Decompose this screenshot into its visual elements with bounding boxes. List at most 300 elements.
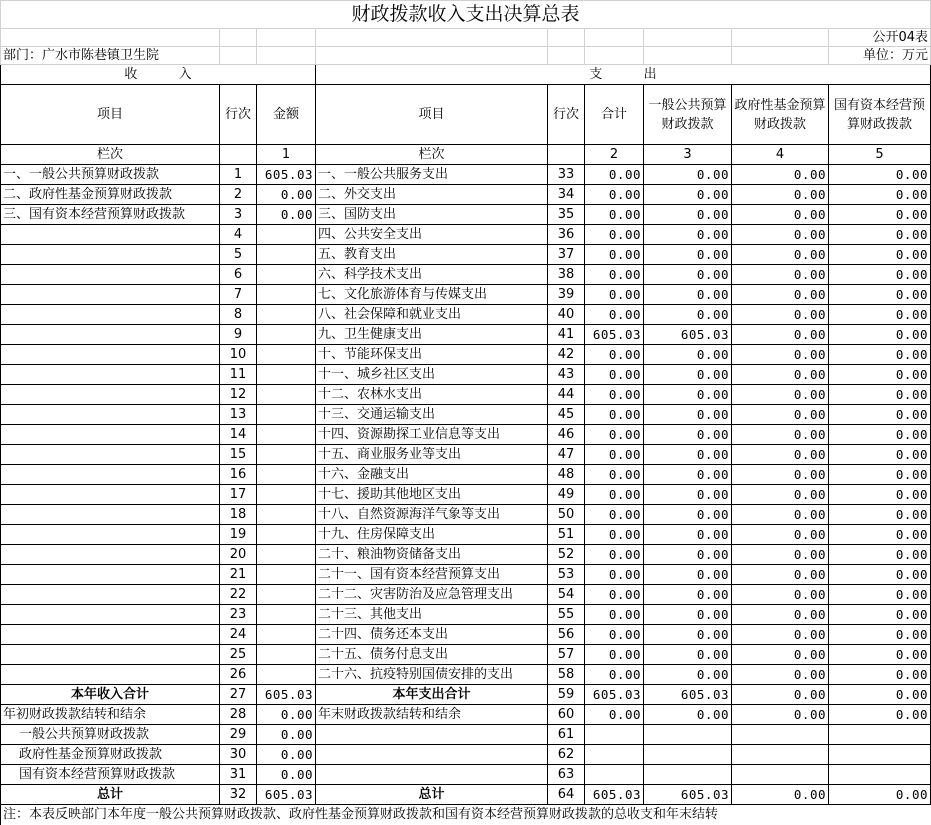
expense-item: 八、社会保障和就业支出 bbox=[316, 305, 548, 325]
expense-total: 0.00 bbox=[585, 585, 644, 605]
expense-line: 55 bbox=[548, 605, 585, 625]
income-amount bbox=[257, 405, 316, 425]
income-section-header: 收 入 bbox=[1, 65, 316, 85]
expense-state bbox=[829, 745, 931, 765]
income-item bbox=[1, 285, 220, 305]
expense-fund: 0.00 bbox=[732, 405, 829, 425]
income-item: 总计 bbox=[1, 785, 220, 805]
income-item: 一般公共预算财政拨款 bbox=[1, 725, 220, 745]
expense-fund: 0.00 bbox=[732, 385, 829, 405]
expense-fund: 0.00 bbox=[732, 705, 829, 725]
expense-total: 0.00 bbox=[585, 345, 644, 365]
income-item: 政府性基金预算财政拨款 bbox=[1, 745, 220, 765]
income-item bbox=[1, 265, 220, 285]
income-amount bbox=[257, 505, 316, 525]
expense-state: 0.00 bbox=[829, 605, 931, 625]
expense-line: 42 bbox=[548, 345, 585, 365]
income-item bbox=[1, 225, 220, 245]
expense-general: 0.00 bbox=[644, 245, 732, 265]
expense-total: 0.00 bbox=[585, 205, 644, 225]
income-line: 11 bbox=[220, 365, 257, 385]
income-line: 20 bbox=[220, 545, 257, 565]
expense-general: 0.00 bbox=[644, 465, 732, 485]
expense-line: 35 bbox=[548, 205, 585, 225]
income-line: 1 bbox=[220, 165, 257, 185]
expense-item: 四、公共安全支出 bbox=[316, 225, 548, 245]
expense-fund: 0.00 bbox=[732, 245, 829, 265]
expense-line: 56 bbox=[548, 625, 585, 645]
expense-item: 九、卫生健康支出 bbox=[316, 325, 548, 345]
expense-state: 0.00 bbox=[829, 565, 931, 585]
expense-total: 0.00 bbox=[585, 565, 644, 585]
table-row bbox=[1, 485, 931, 505]
expense-item: 三、国防支出 bbox=[316, 205, 548, 225]
expense-total bbox=[585, 765, 644, 785]
expense-line: 54 bbox=[548, 585, 585, 605]
income-line: 10 bbox=[220, 345, 257, 365]
expense-fund: 0.00 bbox=[732, 625, 829, 645]
expense-line: 51 bbox=[548, 525, 585, 545]
income-line: 28 bbox=[220, 705, 257, 725]
expense-item: 十、节能环保支出 bbox=[316, 345, 548, 365]
income-item: 年初财政拨款结转和结余 bbox=[1, 705, 220, 725]
expense-fund: 0.00 bbox=[732, 645, 829, 665]
expense-line: 52 bbox=[548, 545, 585, 565]
income-item bbox=[1, 345, 220, 365]
col-header-general: 一般公共预算财政拨款 bbox=[644, 85, 732, 145]
table-row bbox=[1, 325, 931, 345]
expense-fund: 0.00 bbox=[732, 685, 829, 705]
income-amount bbox=[257, 585, 316, 605]
expense-line: 44 bbox=[548, 385, 585, 405]
expense-fund: 0.00 bbox=[732, 265, 829, 285]
expense-general bbox=[644, 745, 732, 765]
income-item bbox=[1, 445, 220, 465]
expense-item: 二十六、抗疫特别国债安排的支出 bbox=[316, 665, 548, 685]
expense-general: 0.00 bbox=[644, 585, 732, 605]
expense-general: 0.00 bbox=[644, 665, 732, 685]
income-amount bbox=[257, 545, 316, 565]
expense-item: 一、一般公共服务支出 bbox=[316, 165, 548, 185]
income-item bbox=[1, 405, 220, 425]
expense-general: 0.00 bbox=[644, 485, 732, 505]
expense-line: 62 bbox=[548, 745, 585, 765]
expense-total: 0.00 bbox=[585, 545, 644, 565]
income-line: 7 bbox=[220, 285, 257, 305]
income-item bbox=[1, 665, 220, 685]
expense-general: 0.00 bbox=[644, 405, 732, 425]
income-amount bbox=[257, 645, 316, 665]
table-row bbox=[1, 165, 931, 185]
expense-state: 0.00 bbox=[829, 525, 931, 545]
expense-state: 0.00 bbox=[829, 225, 931, 245]
income-amount bbox=[257, 285, 316, 305]
income-line: 4 bbox=[220, 225, 257, 245]
expense-total: 0.00 bbox=[585, 525, 644, 545]
expense-total: 605.03 bbox=[585, 785, 644, 805]
expense-fund: 0.00 bbox=[732, 185, 829, 205]
expense-item: 二十二、灾害防治及应急管理支出 bbox=[316, 585, 548, 605]
expense-state: 0.00 bbox=[829, 185, 931, 205]
table-row bbox=[1, 425, 931, 445]
table-row bbox=[1, 385, 931, 405]
expense-fund: 0.00 bbox=[732, 465, 829, 485]
income-item bbox=[1, 605, 220, 625]
income-line: 21 bbox=[220, 565, 257, 585]
expense-general: 0.00 bbox=[644, 425, 732, 445]
income-line: 31 bbox=[220, 765, 257, 785]
expense-line: 50 bbox=[548, 505, 585, 525]
expense-general: 0.00 bbox=[644, 705, 732, 725]
income-amount: 0.00 bbox=[257, 185, 316, 205]
income-line: 24 bbox=[220, 625, 257, 645]
income-amount bbox=[257, 325, 316, 345]
income-amount bbox=[257, 365, 316, 385]
income-amount bbox=[257, 565, 316, 585]
table-row bbox=[1, 605, 931, 625]
expense-total: 605.03 bbox=[585, 685, 644, 705]
expense-section-header: 支 出 bbox=[316, 65, 931, 85]
income-item bbox=[1, 385, 220, 405]
expense-line: 43 bbox=[548, 365, 585, 385]
expense-total bbox=[585, 725, 644, 745]
grand-total-row bbox=[1, 785, 931, 805]
expense-item: 总计 bbox=[316, 785, 548, 805]
income-line: 8 bbox=[220, 305, 257, 325]
income-item: 二、政府性基金预算财政拨款 bbox=[1, 185, 220, 205]
expense-item: 十三、交通运输支出 bbox=[316, 405, 548, 425]
expense-item: 十五、商业服务业等支出 bbox=[316, 445, 548, 465]
income-item: 三、国有资本经营预算财政拨款 bbox=[1, 205, 220, 225]
expense-state: 0.00 bbox=[829, 385, 931, 405]
income-item bbox=[1, 625, 220, 645]
expense-line: 59 bbox=[548, 685, 585, 705]
income-item bbox=[1, 645, 220, 665]
income-amount: 0.00 bbox=[257, 725, 316, 745]
table-row bbox=[1, 185, 931, 205]
expense-total: 0.00 bbox=[585, 245, 644, 265]
col-header-fund: 政府性基金预算财政拨款 bbox=[732, 85, 829, 145]
expense-state: 0.00 bbox=[829, 665, 931, 685]
income-item bbox=[1, 585, 220, 605]
table-row bbox=[1, 225, 931, 245]
expense-item: 十八、自然资源海洋气象等支出 bbox=[316, 505, 548, 525]
expense-state: 0.00 bbox=[829, 545, 931, 565]
expense-fund: 0.00 bbox=[732, 505, 829, 525]
expense-fund bbox=[732, 725, 829, 745]
income-amount bbox=[257, 345, 316, 365]
expense-total: 0.00 bbox=[585, 305, 644, 325]
income-line: 14 bbox=[220, 425, 257, 445]
expense-item: 五、教育支出 bbox=[316, 245, 548, 265]
expense-general: 0.00 bbox=[644, 545, 732, 565]
expense-general: 0.00 bbox=[644, 305, 732, 325]
expense-line: 57 bbox=[548, 645, 585, 665]
income-line: 12 bbox=[220, 385, 257, 405]
expense-fund: 0.00 bbox=[732, 665, 829, 685]
expense-fund: 0.00 bbox=[732, 525, 829, 545]
expense-fund: 0.00 bbox=[732, 445, 829, 465]
expense-state: 0.00 bbox=[829, 645, 931, 665]
expense-state: 0.00 bbox=[829, 585, 931, 605]
income-amount bbox=[257, 225, 316, 245]
table-row bbox=[1, 205, 931, 225]
expense-general: 0.00 bbox=[644, 205, 732, 225]
income-item bbox=[1, 305, 220, 325]
carry-sub-row bbox=[1, 725, 931, 745]
expense-fund: 0.00 bbox=[732, 325, 829, 345]
expense-line: 46 bbox=[548, 425, 585, 445]
income-line: 32 bbox=[220, 785, 257, 805]
col-header-state: 国有资本经营预算财政拨款 bbox=[829, 85, 931, 145]
expense-fund: 0.00 bbox=[732, 285, 829, 305]
expense-total: 0.00 bbox=[585, 265, 644, 285]
expense-line: 34 bbox=[548, 185, 585, 205]
table-row bbox=[1, 645, 931, 665]
department-label: 部门：广水市陈巷镇卫生院 bbox=[1, 47, 220, 65]
expense-general: 605.03 bbox=[644, 785, 732, 805]
table-row bbox=[1, 345, 931, 365]
expense-fund: 0.00 bbox=[732, 565, 829, 585]
expense-item: 年末财政拨款结转和结余 bbox=[316, 705, 548, 725]
col-index-total: 2 bbox=[585, 145, 644, 165]
expense-item: 六、科学技术支出 bbox=[316, 265, 548, 285]
expense-total: 0.00 bbox=[585, 185, 644, 205]
table-row bbox=[1, 465, 931, 485]
income-line: 17 bbox=[220, 485, 257, 505]
expense-line: 39 bbox=[548, 285, 585, 305]
carry-row bbox=[1, 705, 931, 725]
expense-general: 0.00 bbox=[644, 225, 732, 245]
expense-state: 0.00 bbox=[829, 505, 931, 525]
table-row bbox=[1, 625, 931, 645]
expense-item: 十九、住房保障支出 bbox=[316, 525, 548, 545]
expense-state: 0.00 bbox=[829, 405, 931, 425]
expense-line: 60 bbox=[548, 705, 585, 725]
income-amount: 0.00 bbox=[257, 745, 316, 765]
income-amount bbox=[257, 245, 316, 265]
expense-line: 36 bbox=[548, 225, 585, 245]
expense-total: 605.03 bbox=[585, 325, 644, 345]
expense-state: 0.00 bbox=[829, 685, 931, 705]
expense-line: 38 bbox=[548, 265, 585, 285]
expense-general: 0.00 bbox=[644, 605, 732, 625]
expense-general: 0.00 bbox=[644, 645, 732, 665]
expense-state: 0.00 bbox=[829, 325, 931, 345]
income-amount: 0.00 bbox=[257, 765, 316, 785]
expense-state: 0.00 bbox=[829, 625, 931, 645]
expense-state bbox=[829, 725, 931, 745]
income-amount bbox=[257, 665, 316, 685]
expense-state: 0.00 bbox=[829, 285, 931, 305]
expense-general: 605.03 bbox=[644, 325, 732, 345]
table-row bbox=[1, 405, 931, 425]
income-line: 23 bbox=[220, 605, 257, 625]
expense-fund: 0.00 bbox=[732, 345, 829, 365]
table-row bbox=[1, 265, 931, 285]
expense-line: 63 bbox=[548, 765, 585, 785]
income-amount bbox=[257, 465, 316, 485]
expense-state: 0.00 bbox=[829, 785, 931, 805]
expense-fund: 0.00 bbox=[732, 785, 829, 805]
income-line: 19 bbox=[220, 525, 257, 545]
expense-fund: 0.00 bbox=[732, 425, 829, 445]
col-index-state: 5 bbox=[829, 145, 931, 165]
col-index-fund: 4 bbox=[732, 145, 829, 165]
income-amount bbox=[257, 265, 316, 285]
income-line: 13 bbox=[220, 405, 257, 425]
expense-state: 0.00 bbox=[829, 445, 931, 465]
page-title: 财政拨款收入支出决算总表 bbox=[1, 1, 931, 29]
col-header-total: 合计 bbox=[585, 85, 644, 145]
table-row bbox=[1, 525, 931, 545]
income-item: 一、一般公共预算财政拨款 bbox=[1, 165, 220, 185]
income-item bbox=[1, 505, 220, 525]
expense-total: 0.00 bbox=[585, 165, 644, 185]
expense-item bbox=[316, 765, 548, 785]
expense-line: 45 bbox=[548, 405, 585, 425]
table-row bbox=[1, 505, 931, 525]
income-amount bbox=[257, 625, 316, 645]
income-line: 22 bbox=[220, 585, 257, 605]
income-line: 16 bbox=[220, 465, 257, 485]
expense-fund: 0.00 bbox=[732, 225, 829, 245]
expense-item: 十六、金融支出 bbox=[316, 465, 548, 485]
expense-line: 53 bbox=[548, 565, 585, 585]
expense-general: 0.00 bbox=[644, 265, 732, 285]
expense-fund: 0.00 bbox=[732, 545, 829, 565]
carry-sub-row bbox=[1, 745, 931, 765]
expense-general: 0.00 bbox=[644, 285, 732, 305]
expense-general bbox=[644, 725, 732, 745]
income-line: 30 bbox=[220, 745, 257, 765]
expense-total: 0.00 bbox=[585, 425, 644, 445]
expense-total: 0.00 bbox=[585, 405, 644, 425]
expense-fund: 0.00 bbox=[732, 305, 829, 325]
income-line: 27 bbox=[220, 685, 257, 705]
expense-state: 0.00 bbox=[829, 705, 931, 725]
expense-general: 0.00 bbox=[644, 365, 732, 385]
expense-line: 61 bbox=[548, 725, 585, 745]
income-line: 29 bbox=[220, 725, 257, 745]
expense-line: 37 bbox=[548, 245, 585, 265]
expense-fund: 0.00 bbox=[732, 605, 829, 625]
income-line: 6 bbox=[220, 265, 257, 285]
expense-line: 33 bbox=[548, 165, 585, 185]
col-index-amount: 1 bbox=[257, 145, 316, 165]
income-item bbox=[1, 565, 220, 585]
expense-general: 0.00 bbox=[644, 565, 732, 585]
expense-state: 0.00 bbox=[829, 305, 931, 325]
col-index-label: 栏次 bbox=[1, 145, 220, 165]
income-item bbox=[1, 425, 220, 445]
income-line: 9 bbox=[220, 325, 257, 345]
expense-general: 0.00 bbox=[644, 505, 732, 525]
expense-state: 0.00 bbox=[829, 425, 931, 445]
expense-total: 0.00 bbox=[585, 645, 644, 665]
expense-general: 0.00 bbox=[644, 165, 732, 185]
expense-item: 二十、粮油物资储备支出 bbox=[316, 545, 548, 565]
income-item bbox=[1, 245, 220, 265]
expense-item: 十四、资源勘探工业信息等支出 bbox=[316, 425, 548, 445]
expense-total: 0.00 bbox=[585, 485, 644, 505]
expense-line: 49 bbox=[548, 485, 585, 505]
col-index-general: 3 bbox=[644, 145, 732, 165]
expense-total: 0.00 bbox=[585, 225, 644, 245]
expense-item: 七、文化旅游体育与传媒支出 bbox=[316, 285, 548, 305]
expense-item bbox=[316, 725, 548, 745]
expense-general: 0.00 bbox=[644, 525, 732, 545]
income-amount: 0.00 bbox=[257, 705, 316, 725]
expense-total: 0.00 bbox=[585, 625, 644, 645]
income-line: 18 bbox=[220, 505, 257, 525]
income-item bbox=[1, 465, 220, 485]
expense-line: 48 bbox=[548, 465, 585, 485]
income-amount bbox=[257, 445, 316, 465]
expense-total: 0.00 bbox=[585, 665, 644, 685]
table-row bbox=[1, 565, 931, 585]
col-header-item: 项目 bbox=[1, 85, 220, 145]
income-item: 国有资本经营预算财政拨款 bbox=[1, 765, 220, 785]
income-line: 26 bbox=[220, 665, 257, 685]
income-amount: 0.00 bbox=[257, 205, 316, 225]
carry-sub-row bbox=[1, 765, 931, 785]
expense-line: 58 bbox=[548, 665, 585, 685]
expense-general: 0.00 bbox=[644, 445, 732, 465]
table-row bbox=[1, 545, 931, 565]
expense-line: 41 bbox=[548, 325, 585, 345]
expense-item: 二十四、债务还本支出 bbox=[316, 625, 548, 645]
subtotal-row bbox=[1, 685, 931, 705]
income-amount bbox=[257, 525, 316, 545]
footnote: 注：本表反映部门本年度一般公共预算财政拨款、政府性基金预算财政拨款和国有资本经营预算财政拨款的总收支和年末结转 bbox=[1, 805, 931, 825]
expense-fund: 0.00 bbox=[732, 365, 829, 385]
income-line: 15 bbox=[220, 445, 257, 465]
expense-item: 十一、城乡社区支出 bbox=[316, 365, 548, 385]
income-line: 2 bbox=[220, 185, 257, 205]
table-row bbox=[1, 305, 931, 325]
income-amount bbox=[257, 385, 316, 405]
income-item bbox=[1, 365, 220, 385]
expense-line: 47 bbox=[548, 445, 585, 465]
expense-item: 二十五、债务付息支出 bbox=[316, 645, 548, 665]
expense-fund: 0.00 bbox=[732, 165, 829, 185]
expense-fund: 0.00 bbox=[732, 585, 829, 605]
expense-item bbox=[316, 745, 548, 765]
expense-fund: 0.00 bbox=[732, 205, 829, 225]
expense-total bbox=[585, 745, 644, 765]
expense-item: 二、外交支出 bbox=[316, 185, 548, 205]
expense-general: 0.00 bbox=[644, 625, 732, 645]
expense-fund bbox=[732, 745, 829, 765]
expense-state bbox=[829, 765, 931, 785]
expense-total: 0.00 bbox=[585, 285, 644, 305]
income-amount bbox=[257, 425, 316, 445]
expense-state: 0.00 bbox=[829, 165, 931, 185]
income-item bbox=[1, 545, 220, 565]
expense-total: 0.00 bbox=[585, 465, 644, 485]
expense-item: 十二、农林水支出 bbox=[316, 385, 548, 405]
income-item bbox=[1, 485, 220, 505]
income-line: 5 bbox=[220, 245, 257, 265]
expense-state: 0.00 bbox=[829, 265, 931, 285]
income-item bbox=[1, 325, 220, 345]
expense-item: 十七、援助其他地区支出 bbox=[316, 485, 548, 505]
expense-state: 0.00 bbox=[829, 205, 931, 225]
expense-total: 0.00 bbox=[585, 445, 644, 465]
table-row bbox=[1, 365, 931, 385]
income-amount: 605.03 bbox=[257, 685, 316, 705]
